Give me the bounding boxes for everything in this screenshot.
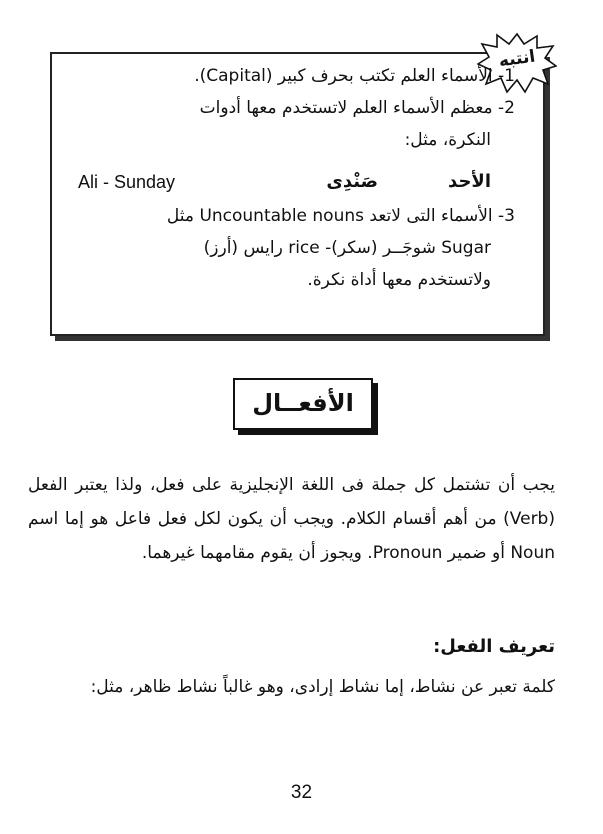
paragraph-intro: يجب أن تشتمل كل جملة فى اللغة الإنجليزية على فعل، ولذا يعتبر الفعل (Verb) من أهم أقسام الكلام. ويجب أن يكون لكل فعل فاعل هو إما اسم Noun أو ضمير Pronoun. ويجوز أن يقوم مقامهما غيرهما. [28, 475, 555, 563]
note-line-5: 3- الأسماء التى لاتعد Uncountable nouns مثل [166, 206, 515, 226]
page-number: 32 [290, 782, 313, 803]
badge-label: انتبه [497, 46, 537, 72]
note-line-6: Sugar شوجَــر (سكر)- rice رايس (أرز) [203, 238, 491, 258]
example-english: Ali - Sunday [78, 172, 176, 192]
section-title: الأفعــال [233, 378, 373, 430]
note-line-7: ولاتستخدم معها أداة نكرة. [307, 270, 491, 290]
note-line-1: 1- الأسماء العلم تكتب بحرف كبير (Capital). [194, 66, 515, 86]
example-transliteration: صَنْدِى [326, 171, 379, 192]
example-row [78, 170, 491, 194]
subheading-verb-definition: تعريف الفعل: [433, 636, 555, 657]
note-line-2: 2- معظم الأسماء العلم لاتستخدم معها أدوات [199, 98, 515, 118]
example-arabic-word: الأحد [448, 171, 491, 192]
note-line-3: النكرة، مثل: [404, 130, 491, 150]
paragraph-definition: كلمة تعبر عن نشاط، إما نشاط إرادى، وهو غالباً نشاط ظاهر، مثل: [90, 677, 555, 697]
note-box [50, 46, 545, 336]
